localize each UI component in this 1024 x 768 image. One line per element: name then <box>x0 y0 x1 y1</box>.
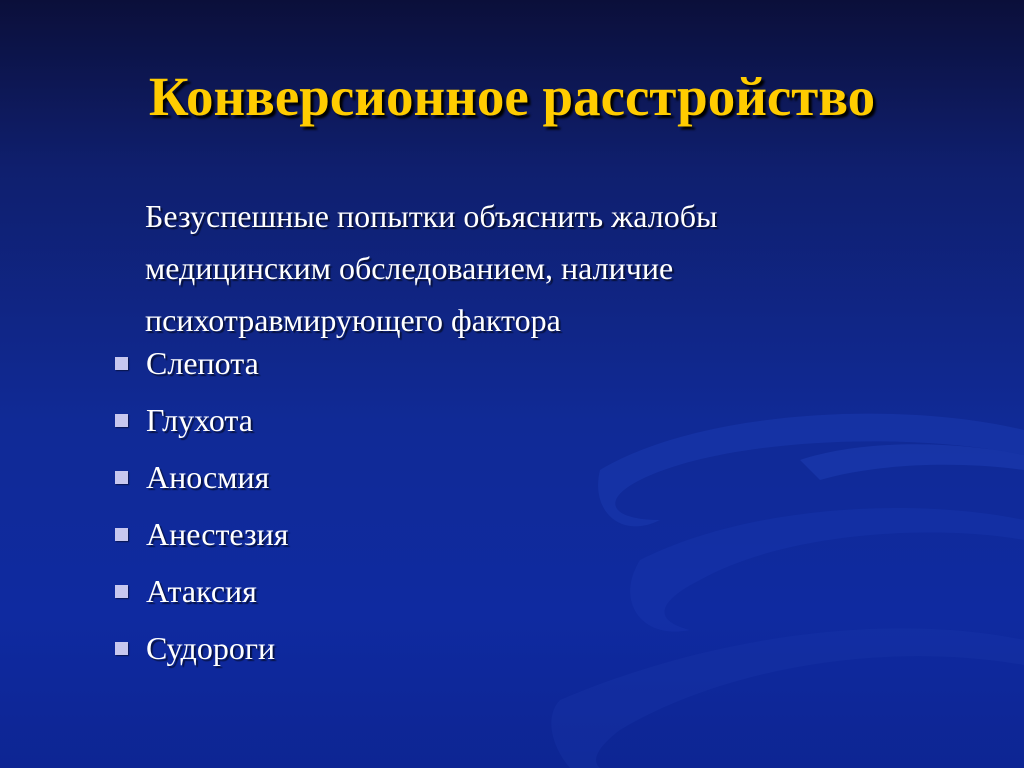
square-bullet-icon <box>115 357 128 370</box>
square-bullet-icon <box>115 414 128 427</box>
square-bullet-icon <box>115 528 128 541</box>
intro-line: медицинским обследованием, наличие <box>145 250 674 286</box>
list-item-label: Судороги <box>146 630 276 666</box>
list-item-label: Анестезия <box>146 516 289 552</box>
list-item-label: Слепота <box>146 345 259 381</box>
intro-line: Безуспешные попытки объяснить жалобы <box>145 198 718 234</box>
list-item-label: Глухота <box>146 402 253 438</box>
square-bullet-icon <box>115 585 128 598</box>
intro-line: психотравмирующего фактора <box>145 302 561 338</box>
list-item-label: Аносмия <box>146 459 270 495</box>
square-bullet-icon <box>115 642 128 655</box>
list-item-label: Атаксия <box>146 573 257 609</box>
slide-title: Конверсионное расстройство <box>148 66 876 127</box>
intro-paragraph <box>145 190 905 346</box>
square-bullet-icon <box>115 471 128 484</box>
